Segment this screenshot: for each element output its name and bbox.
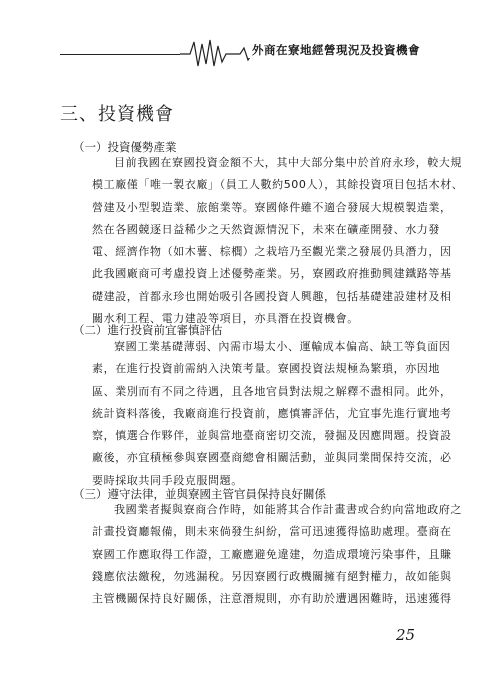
paragraph-line: 素，在進行投資前需納入決策考量。寮國投資法規極為繁瑣，亦因地 <box>92 362 440 376</box>
subsection-heading-1: （一）投資優勢產業 <box>73 140 177 154</box>
running-header <box>60 30 420 70</box>
section-heading: 三、投資機會 <box>60 104 174 125</box>
paragraph-line: 營建及小型製造業、旅館業等。寮國條件雖不適合發展大規模製造業， <box>92 200 452 214</box>
paragraph-line: 關水利工程、電力建設等項目，亦具潛在投資機會。 <box>92 312 359 326</box>
page-number: 25 <box>396 626 416 644</box>
header-title: 外商在寮地經營現況及投資機會 <box>248 42 420 58</box>
paragraph-line: 寮國工作應取得工作證，工廠應避免違建，勿造成環境污染事件，且賺 <box>92 547 452 561</box>
paragraph-3 <box>92 499 462 610</box>
paragraph-line: 目前我國在寮國投資金額不大，其中大部分集中於首府永珍，較大規 <box>114 156 462 169</box>
paragraph-2 <box>92 336 452 492</box>
paragraph-line: 要時採取共同手段克服問題。 <box>92 473 243 487</box>
paragraph-line: 寮國工業基礎薄弱、內需市場太小、運輸成本偏高、缺工等負面因 <box>114 340 451 353</box>
paragraph-line: 廠後，亦宜積極參與寮國臺商總會相關活動，並與同業間保持交流，必 <box>92 451 452 465</box>
paragraph-line: 統計資料落後，我廠商進行投資前，應慎審評估，尤宜事先進行實地考 <box>92 406 452 420</box>
paragraph-line: 我國業者擬與寮商合作時，如能將其合作計畫書或合約向當地政府之 <box>114 503 462 516</box>
paragraph-line: 電、經濟作物（如木薯、棕櫚）之栽培乃至觀光業之發展仍具潛力，因 <box>92 245 452 259</box>
paragraph-line: 然在各國競逐日益稀少之天然資源情況下，未來在礦產開發、水力發 <box>92 222 440 236</box>
paragraph-line: 主管機關保持良好關係，注意潛規則，亦有助於遭遇困難時，迅速獲得 <box>92 592 452 606</box>
paragraph-line: 錢應依法繳稅，勿逃漏稅。另因寮國行政機關擁有絕對權力，故如能與 <box>92 569 452 583</box>
subsection-heading-3: （三）遵守法律，並與寮國主管官員保持良好關係 <box>73 487 326 501</box>
paragraph-line: 礎建設，首都永珍也開始吸引各國投資人興趣，包括基礎建設建材及相 <box>92 289 452 303</box>
paragraph-line: 模工廠僅「唯一製衣廠」（員工人數約500人），其餘投資項目包括木材、 <box>92 178 464 192</box>
paragraph-1 <box>92 152 464 330</box>
paragraph-line: 察，慎選合作夥伴，並與當地臺商密切交流，發掘及因應問題。投資設 <box>92 429 452 443</box>
paragraph-line: 此我國廠商可考慮投資上述優勢產業。另，寮國政府推動興建鐵路等基 <box>92 267 452 281</box>
paragraph-line: 區、業別而有不同之待遇，且各地官員對法規之解釋不盡相同。此外， <box>92 384 452 398</box>
paragraph-line: 計畫投資廳報備，則未來倘發生糾紛，當可迅速獲得協助處理。臺商在 <box>92 525 452 539</box>
subsection-heading-2: （二）進行投資前宜審慎評估 <box>73 323 223 337</box>
